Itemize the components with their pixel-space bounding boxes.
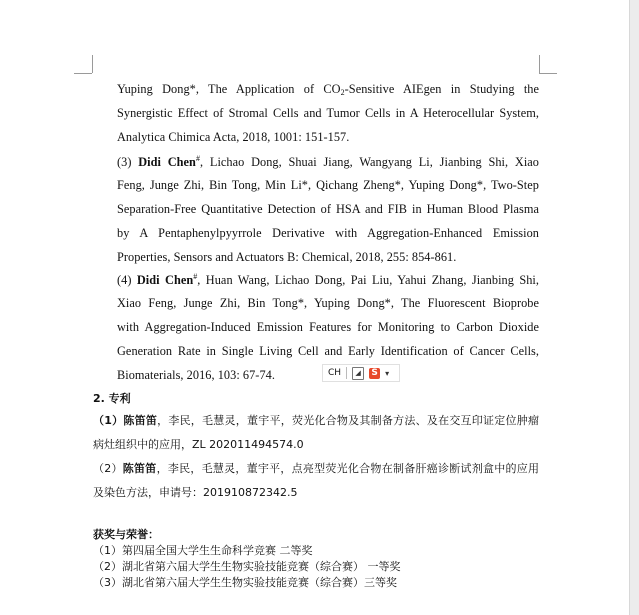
ref4-line4: Generation Rate in Single Living Cell and Early Identification of Cancer Cells,: [117, 344, 539, 358]
ref3-line2: Feng, Junge Zhi, Bin Tong, Min Li*, Qichang Zheng*, Yuping Dong*, Two-Step: [117, 178, 539, 192]
ime-language-label[interactable]: CH: [328, 368, 342, 378]
document-icon[interactable]: ◢: [352, 367, 364, 380]
ref3-line1: (3) Didi Chen#, Lichao Dong, Shuai Jiang, Wangyang Li, Jianbing Shi, Xiao: [117, 154, 539, 170]
ref2-line2: Synergistic Effect of Stromal Cells and Tumor Cells in A Heterocellular System,: [117, 106, 539, 120]
ref2-line3: Analytica Chimica Acta, 2018, 1001: 151-157.: [117, 130, 350, 144]
ref4-line3: with Aggregation-Induced Emission Features for Monitoring to Carbon Dioxide: [117, 320, 539, 334]
crop-mark-top-right: [539, 73, 557, 74]
crop-mark-top-left: [74, 73, 92, 74]
chevron-down-icon[interactable]: ▾: [385, 368, 390, 378]
award-item-3: （3）湖北省第六届大学生生物实验技能竞赛（综合赛）三等奖: [93, 576, 397, 589]
awards-heading: 获奖与荣誉：: [93, 528, 159, 541]
ime-divider: [346, 367, 347, 379]
ref2-line1: Yuping Dong*, The Application of $CO_2$-Sensitive AIEgen in Studying the: [117, 82, 539, 97]
patent2-line2: 及染色方法，申请号：201910872342.5: [93, 486, 298, 499]
ref4-line2: Xiao Feng, Junge Zhi, Bin Tong*, Yuping Dong*, The Fluorescent Bioprobe: [117, 296, 539, 310]
crop-mark-top-left: [92, 55, 93, 73]
ref4-line5: Biomaterials, 2016, 103: 67-74.: [117, 368, 275, 382]
patents-heading: 2. 专利: [93, 392, 131, 405]
patent1-line2: 病灶组织中的应用，ZL 202011494574.0: [93, 438, 304, 451]
crop-mark-top-right: [539, 55, 540, 73]
sogou-s-icon[interactable]: S: [369, 368, 380, 379]
ref3-line4: by A Pentaphenylpyyrrole Derivative with Aggregation-Enhanced Emission: [117, 226, 539, 240]
award-item-2: （2）湖北省第六届大学生生物实验技能竞赛（综合赛） 一等奖: [93, 560, 401, 573]
patent2-line1: （2）陈笛笛，李民，毛慧灵，董宇平，点亮型荧光化合物在制备肝癌诊断试剂盒中的应用: [93, 462, 540, 475]
ref3-line5: Properties, Sensors and Actuators B: Chemical, 2018, 255: 854-861.: [117, 250, 457, 264]
ime-toolbar[interactable]: [322, 364, 400, 382]
vertical-scrollbar[interactable]: [630, 0, 639, 615]
ref4-line1: (4) Didi Chen#, Huan Wang, Lichao Dong, Pai Liu, Yahui Zhang, Jianbing Shi,: [117, 272, 539, 288]
patent1-line1: （1）陈笛笛，李民，毛慧灵，董宇平，荧光化合物及其制备方法、及在交互印证定位肿瘤: [93, 414, 539, 427]
ref3-line3: Separation-Free Quantitative Detection of HSA and FIB in Human Blood Plasma: [117, 202, 539, 216]
award-item-1: （1）第四届全国大学生生命科学竞赛 二等奖: [93, 544, 313, 557]
